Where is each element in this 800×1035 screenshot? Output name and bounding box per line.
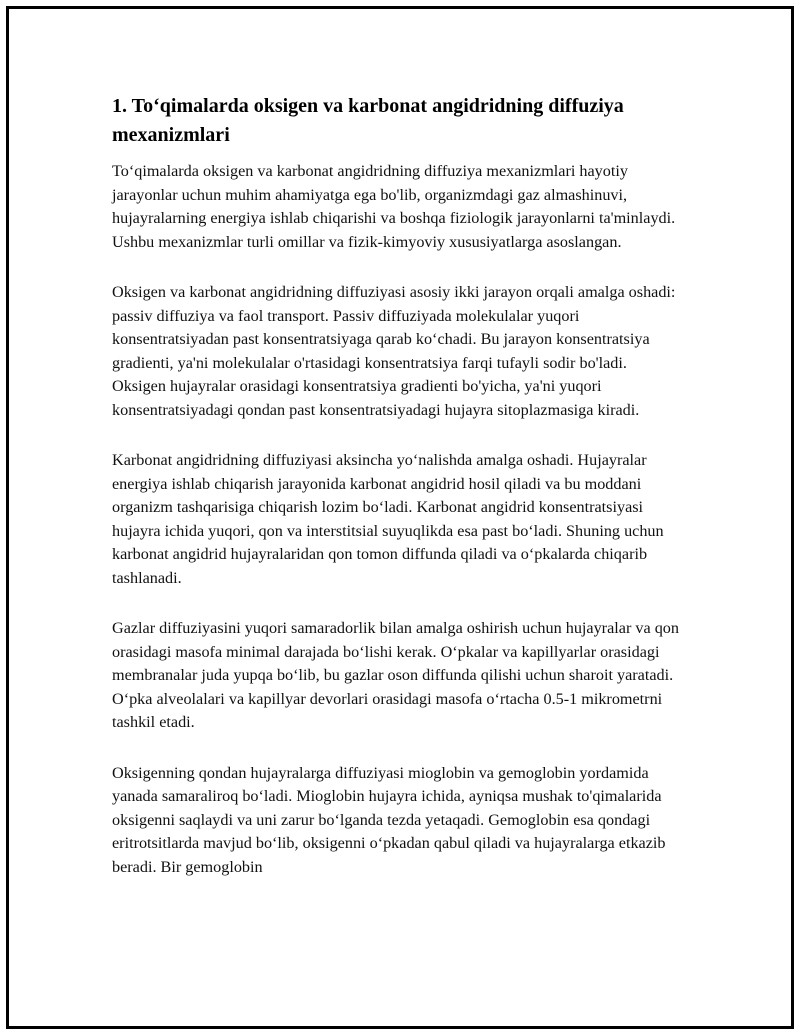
section-heading: 1. To‘qimalarda oksigen va karbonat angidridning diffuziya mexanizmlari	[112, 95, 624, 146]
paragraph-4: Gazlar diffuziyasini yuqori samaradorlik bilan amalga oshirish uchun hujayralar va qon orasidagi masofa minimal darajada bo‘lishi kerak. O‘pkalar va kapillyarlar orasidagi membranalar juda yupqa bo‘lib, bu gazlar oson diffunda qilishi uchun sharoit yaratadi. O‘pka alveolalari va kapillyar devorlari orasidagi masofa o‘rtacha 0.5-1 mikrometrni tashkil etadi.	[112, 619, 679, 731]
paragraph-2: Oksigen va karbonat angidridning diffuziyasi asosiy ikki jarayon orqali amalga oshadi: passiv diffuziya va faol transport. Passiv diffuziyada molekulalar yuqori konsentratsiyadan past konsentratsiyaga qarab ko‘chadi. Bu jarayon konsentratsiya gradienti, ya'ni molekulalar o'rtasidagi konsentratsiya farqi tufayli sodir bo'ladi. Oksigen hujayralar orasidagi konsentratsiya gradienti bo'yicha, ya'ni yuqori konsentratsiyadagi qondan past konsentratsiyadagi hujayra sitoplazmasiga kiradi.	[112, 283, 676, 419]
paragraph-5: Oksigenning qondan hujayralarga diffuziyasi mioglobin va gemoglobin yordamida yanada samaraliroq bo‘ladi. Mioglobin hujayra ichida, ayniqsa mushak to'qimalarida oksigenni saqlaydi va uni zarur bo‘lganda tezda yetaqadi. Gemoglobin esa qondagi eritrotsitlarda mavjud bo‘lib, oksigenni o‘pkadan qabul qiladi va hujayralarga etkazib beradi. Bir gemoglobin	[112, 763, 666, 876]
paragraph-3: Karbonat angidridning diffuziyasi aksincha yo‘nalishda amalga oshadi. Hujayralar energiya ishlab chiqarish jarayonida karbonat angidrid hosil qiladi va bu moddani organizm tashqarisiga chiqarish lozim bo‘ladi. Karbonat angidrid konsentratsiyasi hujayra ichida yuqori, qon va interstitsial suyuqlikda esa past bo‘ladi. Shuning uchun karbonat angidrid hujayralaridan qon tomon diffunda qiladi va o‘pkalarda chiqarib tashlanadi.	[112, 451, 664, 587]
document-body	[112, 92, 682, 906]
paragraph-1: To‘qimalarda oksigen va karbonat angidridning diffuziya mexanizmlari hayotiy jarayonlar uchun muhim ahamiyatga ega bo'lib, organizmdagi gaz almashinuvi, hujayralarning energiya ishlab chiqarishi va boshqa fiziologik jarayonlarni ta'minlaydi. Ushbu mexanizmlar turli omillar va fizik-kimyoviy xususiyatlarga asoslangan.	[112, 162, 676, 251]
